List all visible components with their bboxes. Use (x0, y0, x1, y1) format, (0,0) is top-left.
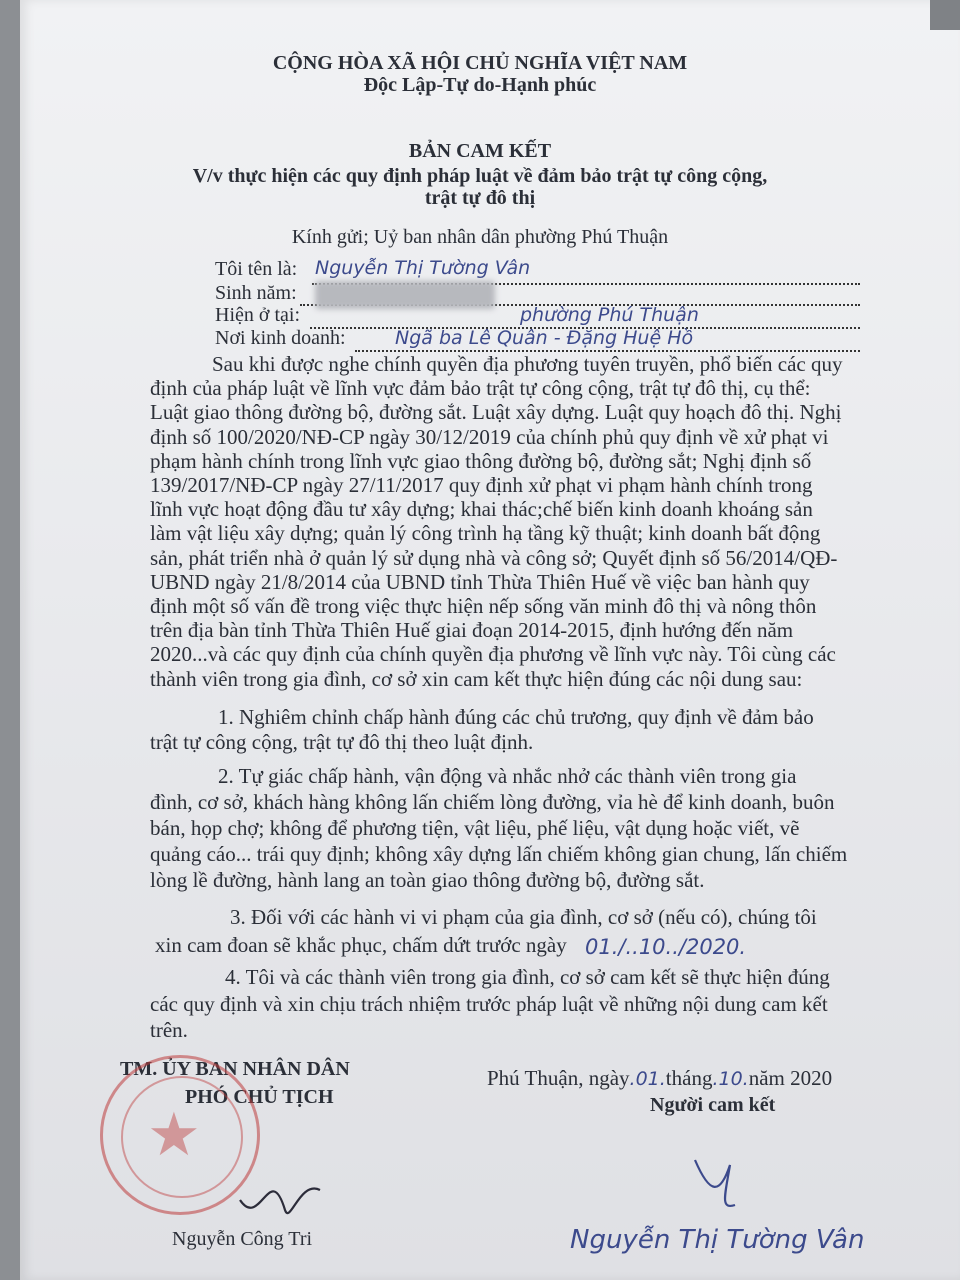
body-line: định của pháp luật về lĩnh vực đảm bảo trật tự công cộng, trật tự đô thị, cụ thể: (150, 376, 811, 400)
body-line: 139/2017/NĐ-CP ngày 27/11/2017 quy định xử phạt vi phạm hành chính trong (150, 473, 813, 497)
item-2-line-1: 2. Tự giác chấp hành, vận động và nhắc nhở các thành viên trong gia (218, 764, 797, 788)
body-line: phạm hành chính trong lĩnh vực giao thông đường bộ, đường sắt; Nghị định số (150, 449, 812, 473)
redacted-birth-year (315, 281, 495, 309)
business-label: Nơi kinh doanh: (215, 327, 346, 349)
sign-date-line (487, 1066, 832, 1091)
item-2-line-2: đình, cơ sở, khách hàng không lấn chiếm lòng đường, vỉa hè để kinh doanh, buôn (150, 790, 835, 814)
signer-handwritten-name: Nguyễn Thị Tường Vân (570, 1225, 865, 1255)
body-line: thành viên trong gia đình, cơ sở xin cam kết thực hiện đúng các nội dung sau: (150, 667, 803, 691)
recipient-line: Kính gửi; Uỷ ban nhân dân phường Phú Thuận (291, 226, 669, 248)
body-line: định một số vấn đề trong việc thực hiện nếp sống văn minh đô thị và nông thôn (150, 594, 817, 618)
document-subject-line-1: V/v thực hiện các quy định pháp luật về đảm bảo trật tự công cộng, (192, 165, 768, 187)
date-month: .10. (712, 1068, 749, 1090)
document-title: BẢN CAM KẾT (408, 140, 552, 162)
birth-year-label: Sinh năm: (215, 282, 297, 304)
name-handwritten: Nguyễn Thị Tường Vân (315, 257, 531, 279)
date-day: .01. (629, 1068, 666, 1090)
body-line: sản, phát triển nhà ở quản lý sử dụng nhà và công sở; Quyết định số 56/2014/QĐ- (150, 546, 838, 570)
body-line: 2020...và các quy định của chính quyền địa phương về lĩnh vực này. Tôi cùng các (150, 642, 836, 666)
item-1-line-2: trật tự công cộng, trật tự đô thị theo luật định. (150, 730, 534, 754)
body-line: trên địa bàn tỉnh Thừa Thiên Huế giai đoạn 2014-2015, định hướng đến năm (150, 618, 794, 642)
body-line: định số 100/2020/NĐ-CP ngày 30/12/2019 của chính phủ quy định về xử phạt vi (150, 425, 829, 449)
item-4-line-1: 4. Tôi và các thành viên trong gia đình, cơ sở cam kết sẽ thực hiện đúng (225, 965, 830, 989)
red-official-stamp: ★ (100, 1055, 260, 1215)
date-year: năm 2020 (748, 1066, 833, 1090)
item-4-line-2: các quy định và xin chịu trách nhiệm trước pháp luật về những nội dung cam kết (150, 992, 828, 1016)
right-sign-role: Người cam kết (650, 1094, 776, 1116)
national-title: CỘNG HÒA XÃ HỘI CHỦ NGHĨA VIỆT NAM (272, 52, 688, 74)
item-2-line-3: bán, họp chợ; không để phương tiện, vật liệu, phế liệu, vật dụng hoặc viết, vẽ (150, 816, 800, 840)
address-label: Hiện ở tại: (215, 304, 300, 326)
item-4-line-3: trên. (150, 1018, 188, 1042)
item-2-line-4: quảng cáo... trái quy định; không xây dựng lấn chiếm không gian chung, lấn chiếm (150, 842, 848, 866)
date-place-prefix: Phú Thuận, ngày (487, 1066, 630, 1090)
name-label: Tôi tên là: (215, 258, 298, 280)
business-handwritten: Ngã ba Lê Quân - Đặng Huệ Hồ (395, 327, 694, 349)
item-1-line-1: 1. Nghiêm chỉnh chấp hành đúng các chủ trương, quy định về đảm bảo (218, 705, 814, 729)
left-sign-name: Nguyễn Công Tri (172, 1228, 313, 1250)
address-handwritten: phường Phú Thuận (520, 304, 699, 326)
deadline-handwritten: 01./..10../2020. (585, 935, 747, 959)
body-line: UBND ngày 21/8/2014 của UBND tỉnh Thừa Thiên Huế về việc ban hành quy (150, 570, 810, 594)
body-line: lĩnh vực hoạt động đầu tư xây dựng; khai thác;chế biến kinh doanh khoáng sản (150, 497, 813, 521)
signer-signature-mark (690, 1135, 770, 1215)
official-signature (230, 1140, 350, 1240)
background-corner (930, 0, 960, 30)
item-2-line-5: lòng lề đường, hành lang an toàn giao thông đường bộ, đường sắt. (150, 868, 705, 892)
item-3-line-2: xin cam đoan sẽ khắc phục, chấm dứt trước ngày (155, 933, 567, 957)
item-3-line-1: 3. Đối với các hành vi vi phạm của gia đình, cơ sở (nếu có), chúng tôi (230, 905, 817, 929)
date-month-word: tháng (665, 1066, 713, 1090)
left-sign-position: PHÓ CHỦ TỊCH (185, 1086, 334, 1108)
document-subject-line-2: trật tự đô thị (424, 187, 536, 209)
national-motto: Độc Lập-Tự do-Hạnh phúc (363, 74, 597, 96)
left-sign-org: TM. ỦY BAN NHÂN DÂN (120, 1058, 350, 1080)
body-line: Sau khi được nghe chính quyền địa phương tuyên truyền, phổ biến các quy (212, 352, 843, 376)
body-line: làm vật liệu xây dựng; quản lý công trình hạ tầng kỹ thuật; kinh doanh bất động (150, 521, 821, 545)
body-line: Luật giao thông đường bộ, đường sắt. Luật xây dựng. Luật quy hoạch đô thị. Nghị (150, 400, 842, 424)
